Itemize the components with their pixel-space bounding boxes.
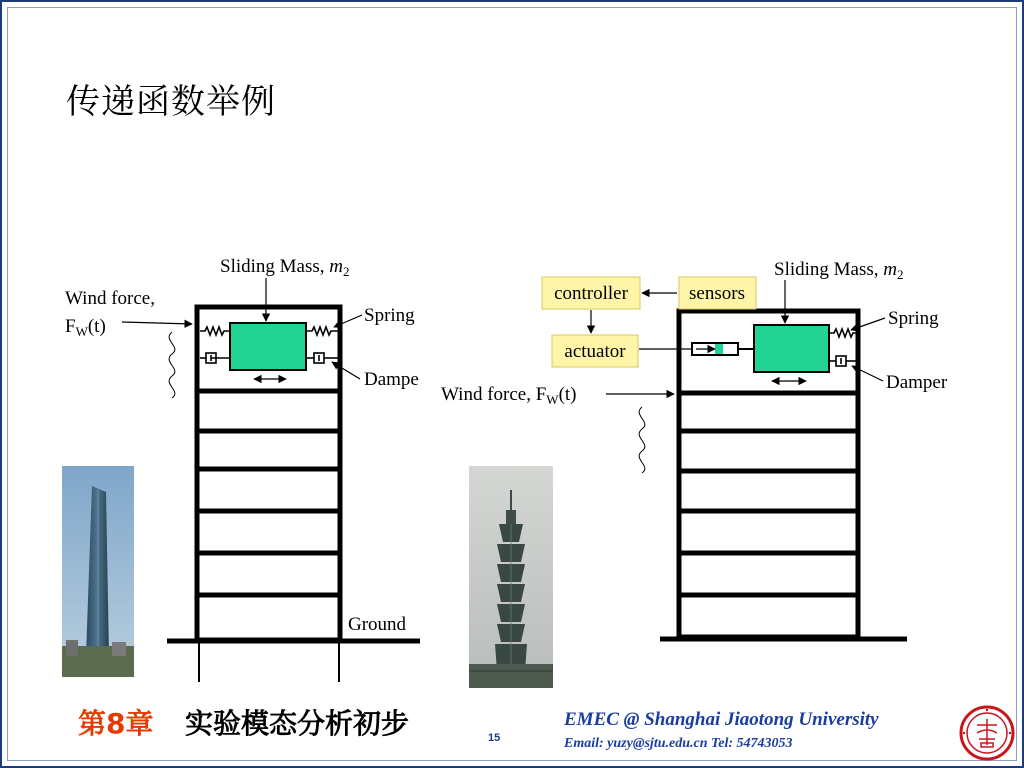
left-damper-right-icon (306, 353, 338, 363)
left-mass-label: Sliding Mass, $m_2$ (220, 256, 350, 279)
right-damper-icon (829, 356, 856, 366)
university-seal-logo (959, 705, 1015, 761)
slide-title: 传递函数举例 (66, 82, 276, 122)
left-wind-arrow (122, 322, 192, 324)
actuator-label: actuator (564, 341, 626, 362)
right-wind-label: Wind force, $F_W(t)$ (441, 384, 577, 407)
controller-label: controller (554, 283, 628, 304)
footer-contact: Email: yuzy@sjtu.edu.cn Tel: 54743053 (564, 736, 793, 751)
skyscraper-photo-1 (62, 466, 134, 677)
left-sliding-mass (230, 323, 306, 370)
right-floors (679, 393, 858, 595)
right-sliding-mass (754, 325, 829, 372)
page-number: 15 (488, 732, 501, 744)
left-wind-label-line1: Wind force, (65, 288, 155, 309)
right-damper-label: Damper (886, 372, 948, 393)
left-spring-label: Spring (364, 305, 415, 326)
actuator-cylinder-icon (692, 343, 754, 355)
left-damper-pointer (332, 362, 360, 379)
left-wind-wave-icon (169, 332, 175, 398)
ground-label: Ground (348, 614, 407, 635)
left-wind-label-line2: $F_W(t)$ (65, 316, 106, 339)
course-title: 实验模态分析初步 (185, 707, 410, 740)
skyscraper-photo-2 (469, 466, 553, 688)
right-wind-wave-icon (639, 407, 645, 473)
left-spring-left-icon (200, 327, 230, 335)
left-damper-label: Dampe (364, 369, 419, 390)
right-spring-label: Spring (888, 308, 939, 329)
left-damper-left-icon (200, 353, 230, 363)
left-floors (197, 391, 340, 595)
footer-organization: EMEC @ Shanghai Jiaotong University (564, 709, 879, 730)
chapter-label: 第8章 (78, 707, 154, 740)
sensors-label: sensors (689, 283, 745, 304)
left-spring-right-icon (306, 327, 338, 335)
right-mass-label: Sliding Mass, $m_2$ (774, 259, 904, 282)
